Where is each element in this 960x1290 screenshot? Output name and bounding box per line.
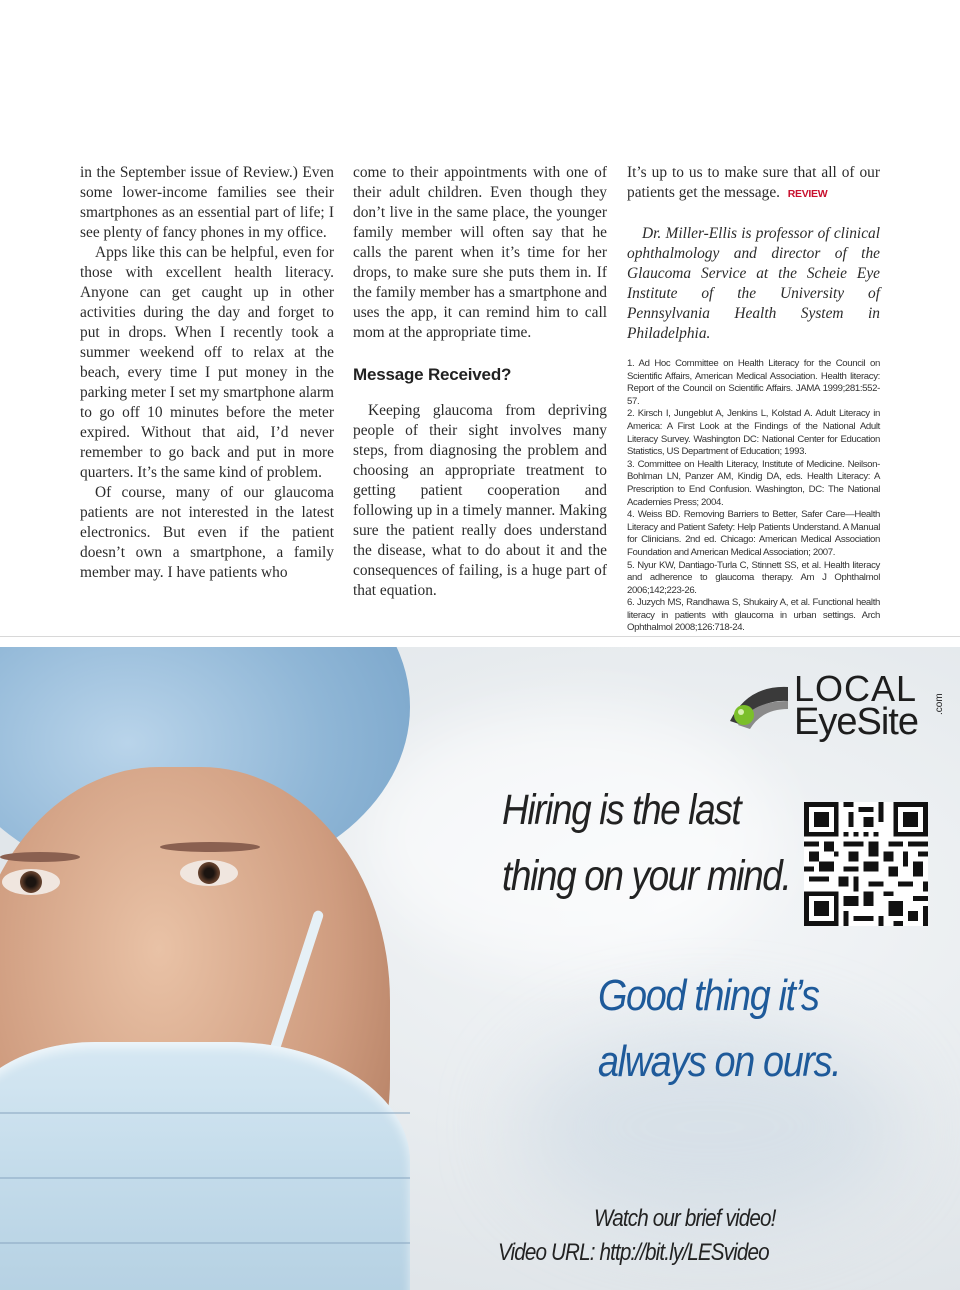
eyebrow — [160, 842, 260, 852]
article-column-1 — [80, 163, 334, 583]
logo-text-local: LOCAL — [794, 668, 918, 709]
reference-item: 4. Weiss BD. Removing Barriers to Better, Safer Care—Health Literacy and Patient Safety: Help Patients Understand. A Manual for Clinicians. 2nd ed. Chicago: American Medical Association Foundation and American Medical Association; 2007. — [627, 509, 880, 558]
eye — [2, 869, 60, 895]
reference-item: 3. Committee on Health Literacy, Institute of Medicine. Neilson-Bohlman LN, Panzer AM, Kindig DA, eds. Health Literacy: A Prescription to End Confusion. Washington, DC: The National Academies Press; 2004. — [627, 458, 880, 508]
ad-tagline — [598, 963, 840, 1095]
reference-item: 5. Nyur KW, Dantiago-Turla C, Stinnett SS, et al. Health literacy and adherence to glaucoma therapy. Am J Ophthalmol 2006;142;223-26. — [627, 559, 880, 596]
paragraph: Keeping glaucoma from depriving people of their sight involves many steps, from diagnosing the problem and choosing an appropriate treatment to getting patient cooperation and following up in a timely manner. Making sure the patient really does understand the disease, what to do about it and the consequences of failing, is a huge part of that equation. — [353, 402, 607, 599]
tagline-line: Good thing it’s — [598, 971, 819, 1020]
paragraph: come to their appointments with one of their adult children. Even though they don’t live in the same place, the younger family member will often say that he calls the parent when it’s time for her drops, to make sure she puts them in. If the family member has a smartphone and uses the app, it can remind him to call mom at the appropriate time. — [353, 164, 607, 341]
paragraph: in the September issue of Review.) Even some lower-income families see their smartphones as an essential part of life; I see plenty of fancy phones in my office. — [80, 164, 334, 241]
qr-code-icon[interactable] — [804, 802, 928, 926]
paragraph: Apps like this can be helpful, even for those with excellent health literacy. Anyone can get caught up in other activities during the day and forget to put in drops. When I recently took a summer weekend off to relax at the beach, every time I put money in the parking meter I set my smartphone alarm to go off 10 minutes before the meter expired. Without that aid, I’d never remember to go back and put in more quarters. It’s the same kind of problem. — [80, 244, 334, 481]
paragraph: Of course, many of our glaucoma patients are not interested in the latest electronics. But even if the patient doesn’t own a smartphone, a family member may. I have patients who — [80, 484, 334, 581]
surgical-mask — [0, 1042, 410, 1290]
review-end-mark: REVIEW — [787, 188, 828, 200]
article-column-2 — [353, 163, 607, 601]
headline-line: Hiring is the last — [502, 786, 741, 834]
video-callout: Watch our brief video! — [594, 1205, 776, 1232]
page-divider — [0, 636, 960, 637]
reference-item: 1. Ad Hoc Committee on Health Literacy for the Council on Scientific Affairs, American Medical Association. Health literacy: Report of the Council on Scientific Affairs. JAMA 1999;281:552-57. — [627, 358, 880, 407]
article-column-3 — [627, 163, 880, 635]
headline-line: thing on your mind. — [502, 852, 791, 900]
ad-headline — [502, 777, 790, 909]
eyebrow — [0, 852, 80, 862]
closing-sentence: It’s up to us to make sure that all of our patients get the message. — [627, 164, 880, 201]
mask-pleat — [0, 1112, 410, 1114]
surgeon-photo — [0, 647, 430, 1290]
reference-item: 2. Kirsch I, Jungeblut A, Jenkins L, Kolstad A. Adult Literacy in America: A First Look at the Findings of the National Adult Literacy Survey. Washington DC: National Center for Education Statistics, US Department of Education; 1993. — [627, 408, 880, 458]
reference-item: 6. Juzych MS, Randhawa S, Shukairy A, et al. Functional health literacy in patients with glaucoma in urban settings. Arch Ophthalmol 2008;126:718-24. — [627, 597, 880, 634]
tagline-line: always on ours. — [598, 1037, 841, 1086]
advertisement — [0, 647, 960, 1290]
mask-pleat — [0, 1242, 410, 1244]
logo-text-com: .com — [934, 693, 945, 715]
author-bio: Dr. Miller-Ellis is professor of clinical ophthalmology and director of the Glaucoma Service at the Scheie Eye Institute of the University of Pennsylvania Health System in Philadelphia. — [627, 225, 880, 342]
mask-pleat — [0, 1177, 410, 1179]
logo-eye-icon — [728, 681, 790, 731]
paragraph — [627, 163, 880, 204]
video-url[interactable]: Video URL: http://bit.ly/LESvideo — [498, 1239, 769, 1266]
eye — [180, 860, 238, 886]
localeyesite-logo — [728, 668, 948, 743]
references — [627, 358, 880, 635]
section-heading: Message Received? — [353, 365, 512, 384]
logo-text-eyesite: EyeSite — [794, 701, 918, 743]
article — [0, 0, 960, 636]
